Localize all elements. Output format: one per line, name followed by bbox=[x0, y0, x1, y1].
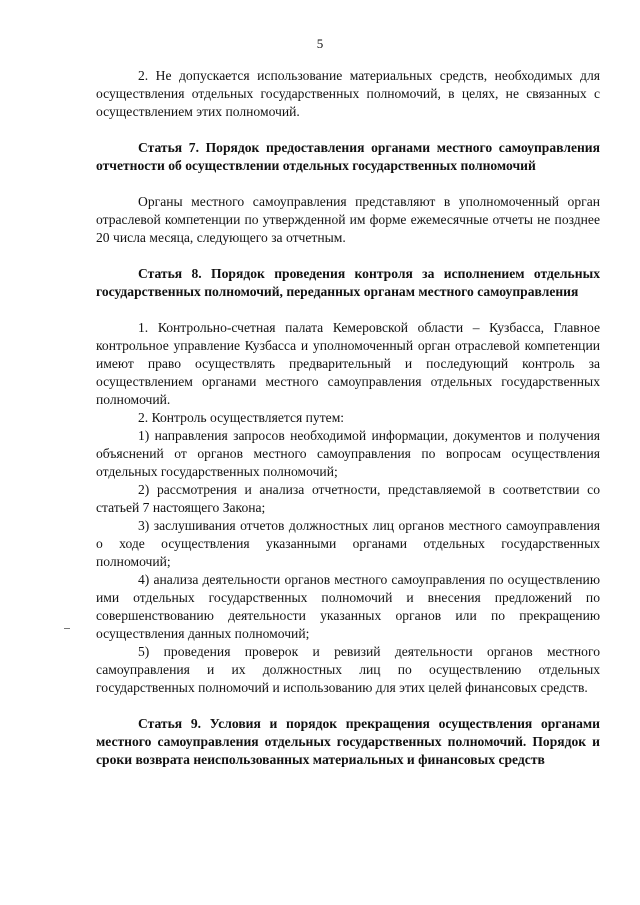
page-number: 5 bbox=[316, 36, 324, 51]
scan-artifact bbox=[64, 628, 70, 629]
article-8-part-2: 2. Контроль осуществляется путем: bbox=[138, 410, 345, 425]
article-9-heading: Статья 9. Условия и порядок прекращения осуществления органами местного самоуправления отдельных государственных полномочий. Порядок и сроки возврата неиспользованных материальных и финансовых средств bbox=[96, 716, 600, 767]
control-item-3: 3) заслушивания отчетов должностных лиц органов местного самоуправления о ходе осуществления указанными органами отдельных государственных полномочий; bbox=[96, 518, 600, 569]
article-7-text: Органы местного самоуправления представляют в уполномоченный орган отраслевой компетенции по утвержденной им форме ежемесячные отчеты не позднее 20 числа месяца, следующего за отчетным. bbox=[96, 194, 600, 245]
control-item-5: 5) проведения проверок и ревизий деятельности органов местного самоуправления и их должностных лиц по осуществлению отдельных государственных полномочий и использованию для этих целей финансовых средств. bbox=[96, 644, 600, 695]
control-item-4: 4) анализа деятельности органов местного самоуправления по осуществлению ими отдельных государственных полномочий и внесения предложений по совершенствованию деятельности указанных органов или по прекращению осуществления данных полномочий; bbox=[96, 572, 600, 641]
control-item-2: 2) рассмотрения и анализа отчетности, представляемой в соответствии со статьей 7 настоящего Закона; bbox=[96, 482, 600, 515]
article-7-heading: Статья 7. Порядок предоставления органами местного самоуправления отчетности об осуществлении отдельных государственных полномочий bbox=[96, 140, 600, 173]
paragraph-2-misuse-ban: 2. Не допускается использование материальных средств, необходимых для осуществления отдельных государственных полномочий, в целях, не связанных с осуществлением этих полномочий. bbox=[96, 68, 600, 119]
article-8-heading: Статья 8. Порядок проведения контроля за исполнением отдельных государственных полномочий, переданных органам местного самоуправления bbox=[96, 266, 600, 299]
control-item-1: 1) направления запросов необходимой информации, документов и получения объяснений от органов местного самоуправления по вопросам осуществления отдельных государственных полномочий; bbox=[96, 428, 600, 479]
article-8-part-1: 1. Контрольно-счетная палата Кемеровской области – Кузбасса, Главное контрольное управление Кузбасса и уполномоченный орган отраслевой компетенции имеют право осуществлять предварительный и последующий контроль за осуществлением органами местного самоуправления отдельных государственных полномочий. bbox=[96, 320, 600, 407]
document-body bbox=[96, 67, 600, 769]
